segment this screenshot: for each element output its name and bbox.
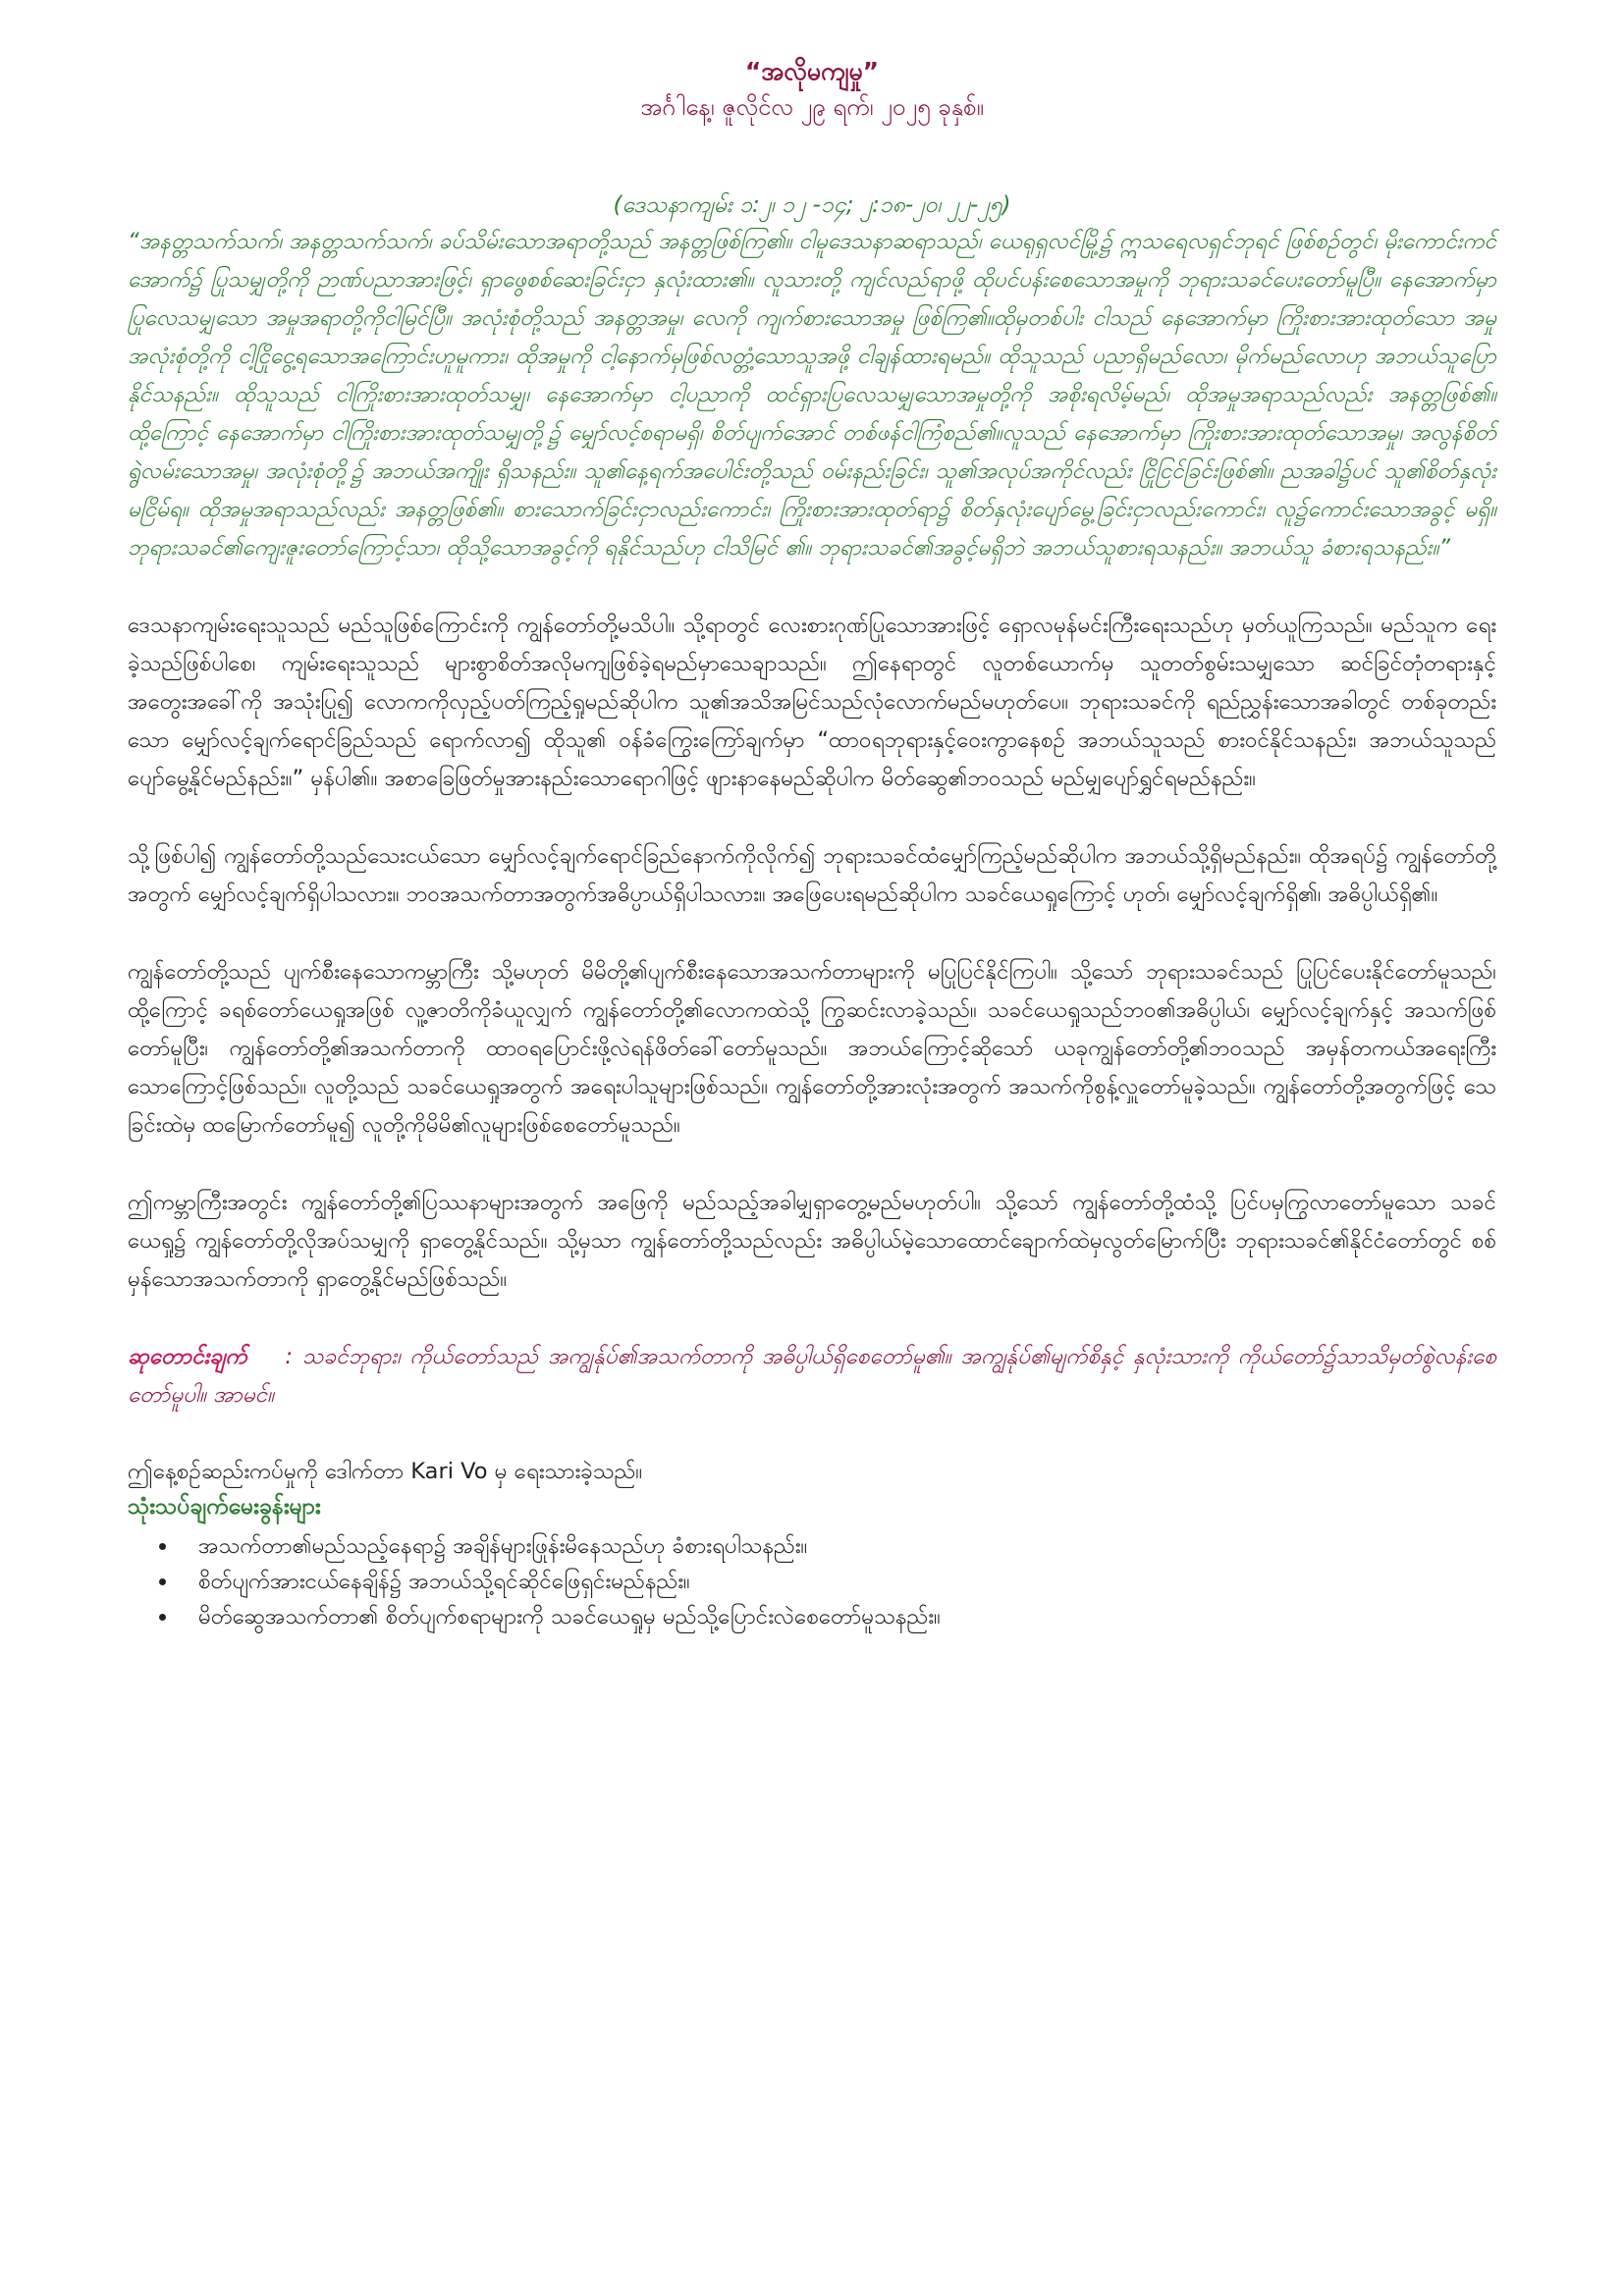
review-title: သုံးသပ်ချက်မေးခွန်းများ <box>128 1494 321 1520</box>
body-paragraph-1: ဒေသနာကျမ်းရေးသူသည် မည်သူဖြစ်ကြောင်းကို ကျွန်တော်တို့မသိပါ။ သို့ရာတွင် လေးစားဂုဏ်ပြုသောအားဖြင့် ရှောလမုန်မင်းကြီးရေးသည်ဟု မှတ်ယူကြသည်။ မည်သူက ရေးခဲ့သည်ဖြစ်ပါစေ၊ ကျမ်းရေးသူသည် များစွာစိတ်အလိုမကျဖြစ်ခဲ့ရမည်မှာသေချာသည်။ ဤနေရာတွင် လူတစ်ယောက်မှ သူတတ်စွမ်းသမျှသော ဆင်ခြင်တုံတရားနှင့် အတွေးအခေါ်ကို အသုံးပြု၍ လောကကိုလှည့်ပတ်ကြည့်ရှုမည်ဆိုပါက သူ၏အသိအမြင်သည်လုံလောက်မည်မဟုတ်ပေ။ ဘုရားသခင်ကို ရည်ညွှန်းသောအခါတွင် တစ်ခုတည်းသော မျှော်လင့်ချက်ရောင်ခြည်သည် ရောက်လာ၍ ထိုသူ၏ ဝန်ခံကြွေးကြော်ချက်မှာ “ထာဝရဘုရားနှင့်ဝေးကွာနေစဉ် အဘယ်သူသည် စားဝင်နိုင်သနည်း၊ အဘယ်သူသည် ပျော်မွေ့နိုင်မည်နည်း။” မှန်ပါ၏။ အစာခြေဖြတ်မှုအားနည်းသောရောဂါဖြင့် ဖျားနာနေမည်ဆိုပါက မိတ်ဆွေ၏ဘဝသည် မည်မျှပျော်ရွှင်ရမည်နည်း။ <box>128 613 1496 791</box>
body-paragraph-4: ဤကမ္ဘာကြီးအတွင်း ကျွန်တော်တို့၏ပြဿနာများအတွက် အဖြေကို မည်သည့်အခါမျှရှာတွေ့မည်မဟုတ်ပါ။ သို့သော် ကျွန်တော်တို့ထံသို့ ပြင်ပမှကြွလာတော်မူသော သခင်ယေရှု၌ ကျွန်တော်တို့လိုအပ်သမျှကို ရှာတွေ့နိုင်သည်။ သို့မှသာ ကျွန်တော်တို့သည်လည်း အဓိပ္ပါယ်မဲ့သောထောင်ချောက်ထဲမှလွတ်မြောက်ပြီး ဘုရားသခင်၏နိုင်ငံတော်တွင် စစ်မှန်သောအသက်တာကို ရှာတွေ့နိုင်မည်ဖြစ်သည်။ <box>128 1190 1496 1292</box>
body-paragraph-3: ကျွန်တော်တို့သည် ပျက်စီးနေသောကမ္ဘာကြီး သို့မဟုတ် မိမိတို့၏ပျက်စီးနေသောအသက်တာများကို မပြုပြင်နိုင်ကြပါ။ သို့သော် ဘုရားသခင်သည် ပြုပြင်ပေးနိုင်တော်မူသည်၊ ထို့ကြောင့် ခရစ်တော်ယေရှုအဖြစ် လူ့ဇာတိကိုခံယူလျှက် ကျွန်တော်တို့၏လောကထဲသို့ ကြွဆင်းလာခဲ့သည်။ သခင်ယေရှုသည်ဘဝ၏အဓိပ္ပါယ်၊ မျှော်လင့်ချက်နှင့် အသက်ဖြစ်တော်မူပြီး၊ ကျွန်တော်တို့၏အသက်တာကို ထာဝရပြောင်းဖို့လဲရန်ဖိတ်ခေါ်တော်မူသည်။ အဘယ်ကြောင့်ဆိုသော် ယခုကျွန်တော်တို့၏ဘဝသည် အမှန်တကယ်အရေးကြီးသောကြောင့်ဖြစ်သည်။ လူတို့သည် သခင်ယေရှုအတွက် အရေးပါသူများဖြစ်သည်။ ကျွန်တော်တို့အားလုံးအတွက် အသက်ကိုစွန့်လှူတော်မူခဲ့သည်။ ကျွန်တော်တို့အတွက်ဖြင့် သေခြင်းထဲမှ ထမြောက်တော်မူ၍ လူတို့ကိုမိမိ၏လူများဖြစ်စေတော်မူသည်။ <box>128 959 1496 1138</box>
list-item: • အသက်တာ၏မည်သည့်နေရာ၌ အချိန်များဖြုန်းမိနေသည်ဟု ခံစားရပါသနည်း။ <box>179 1528 1496 1564</box>
devotional-page <box>128 54 1496 1634</box>
prayer-text: သခင်ဘုရား၊ ကိုယ်တော်သည် အကျွန်ုပ်၏အသက်တာကို အဓိပ္ပါယ်ရှိစေတော်မူ၏။ အကျွန်ုပ်၏မျက်စိနှင့် နှလုံးသားကို ကိုယ်တော်၌သာသိမှတ်စွဲလန်းစေတော်မူပါ။ အာမင်။ <box>128 1344 1497 1408</box>
page-date: အင်္ဂါနေ့၊ ဇူလိုင်လ ၂၉ ရက်၊ ၂၀၂၅ ခုနှစ်။ <box>640 93 984 121</box>
page-title: “အလိုမကျမှု” <box>744 57 880 85</box>
prayer-label: ဆုတောင်းချက် <box>128 1344 247 1369</box>
scripture-reference: (ဒေသနာကျမ်း ၁:၂၊ ၁၂ -၁၄; ၂:၁၈-၂၀၊ ၂၂-၂၅) <box>613 192 1011 218</box>
list-item: • စိတ်ပျက်အားငယ်နေချိန်၌ အဘယ်သို့ရင်ဆိုင်ဖြေရှင်းမည်နည်း။ <box>179 1564 1496 1599</box>
prayer <box>128 1338 1496 1415</box>
review-questions-list <box>128 1528 1496 1634</box>
list-item: • မိတ်ဆွေအသက်တာ၏ စိတ်ပျက်စရာများကို သခင်ယေရှုမှ မည်သို့ပြောင်းလဲစေတော်မူသနည်း။ <box>179 1599 1496 1634</box>
scripture-quote: “အနတ္တသက်သက်၊ အနတ္တသက်သက်၊ ခပ်သိမ်းသောအရာတို့သည် အနတ္တဖြစ်ကြ၏။ ငါမူဒေသနာဆရာသည်၊ ယေရုရှလင်မြို့၌ ဣသရေလရှင်ဘုရင် ဖြစ်စဉ်တွင်၊ မိုးကောင်းကင်အောက်၌ ပြုသမျှတို့ကို ဉာဏ်ပညာအားဖြင့်၊ ရှာဖွေစစ်ဆေးခြင်းငှာ နှလုံးထား၏။ လူသားတို့ ကျင်လည်ရာဖို့ ထိုပင်ပန်းစေသောအမှုကို ဘုရားသခင်ပေးတော်မူပြီ။ နေအောက်မှာ ပြုလေသမျှသော အမှုအရာတို့ကိုငါမြင်ပြီ။ အလုံးစုံတို့သည် အနတ္တအမှု၊ လေကို ကျက်စားသောအမှု ဖြစ်ကြ၏။ထိုမှတစ်ပါး ငါသည် နေအောက်မှာ ကြိုးစားအားထုတ်သော အမှုအလုံးစုံတို့ကို ငါ့ငြိုငွေ့ရသောအကြောင်းဟူမူကား၊ ထိုအမှုကို ငါ့နောက်မှဖြစ်လတ္တံ့သောသူအဖို့ ငါချန်ထားရမည်။ ထိုသူသည် ပညာရှိမည်လော၊ မိုက်မည်လောဟု အဘယ်သူပြောနိုင်သနည်း။ ထိုသူသည် ငါကြိုးစားအားထုတ်သမျှ၊ နေအောက်မှာ ငါ့ပညာကို ထင်ရှားပြလေသမျှသောအမှုတို့ကို အစိုးရလိမ့်မည်၊ ထိုအမှုအရာသည်လည်း အနတ္တဖြစ်၏။ ထို့ကြောင့် နေအောက်မှာ ငါကြိုးစားအားထုတ်သမျှတို့၌ မျှော်လင့်စရာမရှိ၊ စိတ်ပျက်အောင် တစ်ဖန်ငါကြံစည်၏။လူသည် နေအောက်မှာ ကြိုးစားအားထုတ်သောအမှု၊ အလွန်စိတ်ရွဲလမ်းသောအမှု၊ အလုံးစုံတို့၌ အဘယ်အကျိုး ရှိသနည်း။ သူ၏နေ့ရက်အပေါင်းတို့သည် ဝမ်းနည်းခြင်း၊ သူ၏အလုပ်အကိုင်လည်း ငြိုငြင်ခြင်းဖြစ်၏။ ညအခါ၌ပင် သူ၏စိတ်နှလုံး မငြိမ်ရ။ ထိုအမှုအရာသည်လည်း အနတ္တဖြစ်၏။ စားသောက်ခြင်းငှာလည်းကောင်း၊ ကြိုးစားအားထုတ်ရာ၌ စိတ်နှလုံးပျော်မွေ့ခြင်းငှာလည်းကောင်း၊ လူ၌ကောင်းသောအခွင့် မရှိ။ ဘုရားသခင်၏ကျေးဇူးတော်ကြောင့်သာ၊ ထိုသို့သောအခွင့်ကို ရနိုင်သည်ဟု ငါသိမြင် ၏။ ဘုရားသခင်၏အခွင့်မရှိဘဲ အဘယ်သူစားရသနည်း။ အဘယ်သူ ခံစားရသနည်း။” <box>128 229 1496 561</box>
body-paragraph-2: သို့ဖြစ်ပါ၍ ကျွန်တော်တို့သည်သေးငယ်သော မျှော်လင့်ချက်ရောင်ခြည်နောက်ကိုလိုက်၍ ဘုရားသခင်ထံမျှော်ကြည့်မည်ဆိုပါက အဘယ်သို့ရှိမည်နည်း။ ထိုအရပ်၌ ကျွန်တော်တို့အတွက် မျှော်လင့်ချက်ရှိပါသလား။ ဘဝအသက်တာအတွက်အဓိပ္ပာယ်ရှိပါသလား။ အဖြေပေးရမည်ဆိုပါက သခင်ယေရှုကြောင့် ဟုတ်၊ မျှော်လင့်ချက်ရှိ၏၊ အဓိပ္ပါယ်ရှိ၏။ <box>128 843 1496 907</box>
author-note: ဤနေ့စဉ်ဆည်းကပ်မှုကို ဒေါက်တာ Kari Vo မှ ရေးသားခဲ့သည်။ <box>128 1459 643 1484</box>
prayer-separator: : <box>285 1344 293 1369</box>
